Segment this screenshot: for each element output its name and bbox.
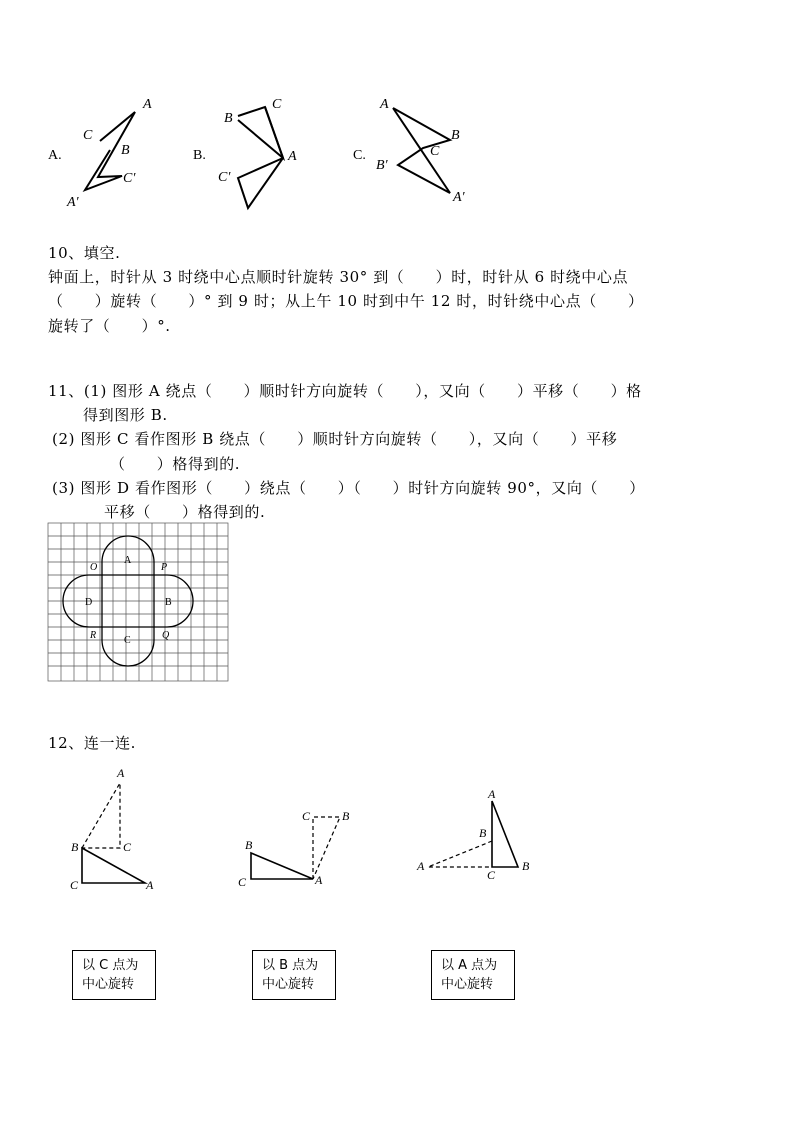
q12-fig2-solid <box>251 853 313 879</box>
q10-line-1: 钟面上，时针从 3 时绕中心点顺时针旋转 30° 到（ ）时，时针从 6 时绕中心点 <box>48 268 629 286</box>
grid-label-B: B <box>165 597 172 608</box>
q12-fig3-label-B: B <box>522 859 530 873</box>
q11-line-6: 平移（ ）格得到的. <box>104 503 266 521</box>
grid-label-O: O <box>90 562 98 573</box>
q9-a-label-C: C <box>83 128 93 143</box>
q12-fig1-label-B: B <box>71 840 79 854</box>
q12-fig1-dashed <box>82 783 120 848</box>
q9-c-label-B: B <box>451 128 460 143</box>
q12-fig1-solid <box>82 848 145 883</box>
grid-label-D: D <box>85 597 93 608</box>
q12-fig2-label-C-top: C <box>302 809 311 823</box>
q9-option-c-letter: C. <box>353 148 366 163</box>
q12-fig1-label-C-dash: C <box>123 840 132 854</box>
q12-fig2-dashed <box>313 817 340 879</box>
q11-line-1: 11、(1) 图形 A 绕点（ ）顺时针方向旋转（ ），又向（ ）平移（ ）格 <box>48 382 642 400</box>
grid-label-Q: Q <box>162 630 170 641</box>
q9-c-label-C: C <box>430 144 440 159</box>
q9-option-c-shape <box>393 108 450 193</box>
q11-line-2: 得到图形 B. <box>83 406 168 424</box>
q9-figures <box>0 0 794 230</box>
q11-line-4: （ ）格得到的. <box>110 455 241 473</box>
q12-box-2-line-2: 中心旋转 <box>262 977 315 992</box>
q9-b-label-A: A <box>288 149 297 164</box>
q12-box-1-line-2: 中心旋转 <box>82 977 135 992</box>
q9-a-label-Ap: A′ <box>67 195 79 210</box>
q12-fig2-label-B-top: B <box>342 809 350 823</box>
q11-line-5: (3) 图形 D 看作图形（ ）绕点（ ）（ ）时针方向旋转 90°，又向（ ） <box>52 479 645 497</box>
q12-title: 12、连一连. <box>48 734 137 752</box>
grid-lines <box>48 523 228 681</box>
q11-line-3: (2) 图形 C 看作图形 B 绕点（ ）顺时针方向旋转（ ），又向（ ）平移 <box>52 430 618 448</box>
q10-line-3: 旋转了（ ）°. <box>48 317 171 335</box>
q10-title: 10、填空. <box>48 244 121 262</box>
q12-box-2 <box>252 950 336 1000</box>
q12-fig3-label-C: C <box>487 868 496 882</box>
q9-option-a-letter: A. <box>48 148 62 163</box>
q12-fig3-label-A-left: A <box>417 859 425 873</box>
q12-fig3-solid <box>492 801 518 867</box>
q12-fig1-label-C: C <box>70 878 79 892</box>
q9-b-label-C: C <box>272 97 282 112</box>
q9-b-label-B: B <box>224 111 233 126</box>
q9-option-b-shape <box>238 107 283 158</box>
q12-fig3-label-B-mid: B <box>479 826 487 840</box>
q12-fig2-label-B: B <box>245 838 253 852</box>
q12-box-3 <box>431 950 515 1000</box>
q9-b-label-Cp: C′ <box>218 170 231 185</box>
q12-fig2-label-C: C <box>238 875 247 889</box>
q12-box-1-line-1: 以 C 点为 <box>82 958 139 973</box>
q9-a-label-B: B <box>121 143 130 158</box>
q9-a-label-Cp: C′ <box>123 171 136 186</box>
q12-box-2-line-1: 以 B 点为 <box>262 958 319 973</box>
grid-label-R: R <box>90 630 97 641</box>
q10-line-2: （ ）旋转（ ）° 到 9 时；从上午 10 时到中午 12 时，时针绕中心点（ ） <box>48 292 644 310</box>
q12-box-1 <box>72 950 156 1000</box>
grid-label-A: A <box>124 555 132 566</box>
q12-fig3-label-A-top: A <box>488 787 496 801</box>
q9-c-label-A: A <box>380 97 389 112</box>
q12-box-3-line-1: 以 A 点为 <box>441 958 498 973</box>
q9-option-b-shape-2 <box>238 107 283 208</box>
q9-c-label-Bp: B′ <box>376 158 388 173</box>
q9-c-label-Ap: A′ <box>453 190 465 205</box>
q12-fig1-label-A: A <box>146 878 154 892</box>
q9-a-label-A: A <box>143 97 152 112</box>
grid-label-C: C <box>124 635 131 646</box>
q9-option-b-letter: B. <box>193 148 206 163</box>
q12-fig1-label-A-top: A <box>117 766 125 780</box>
q12-box-3-line-2: 中心旋转 <box>441 977 494 992</box>
grid-label-P: P <box>161 562 168 573</box>
q12-fig2-label-A: A <box>315 873 323 887</box>
q12-fig3-dashed <box>428 841 492 867</box>
